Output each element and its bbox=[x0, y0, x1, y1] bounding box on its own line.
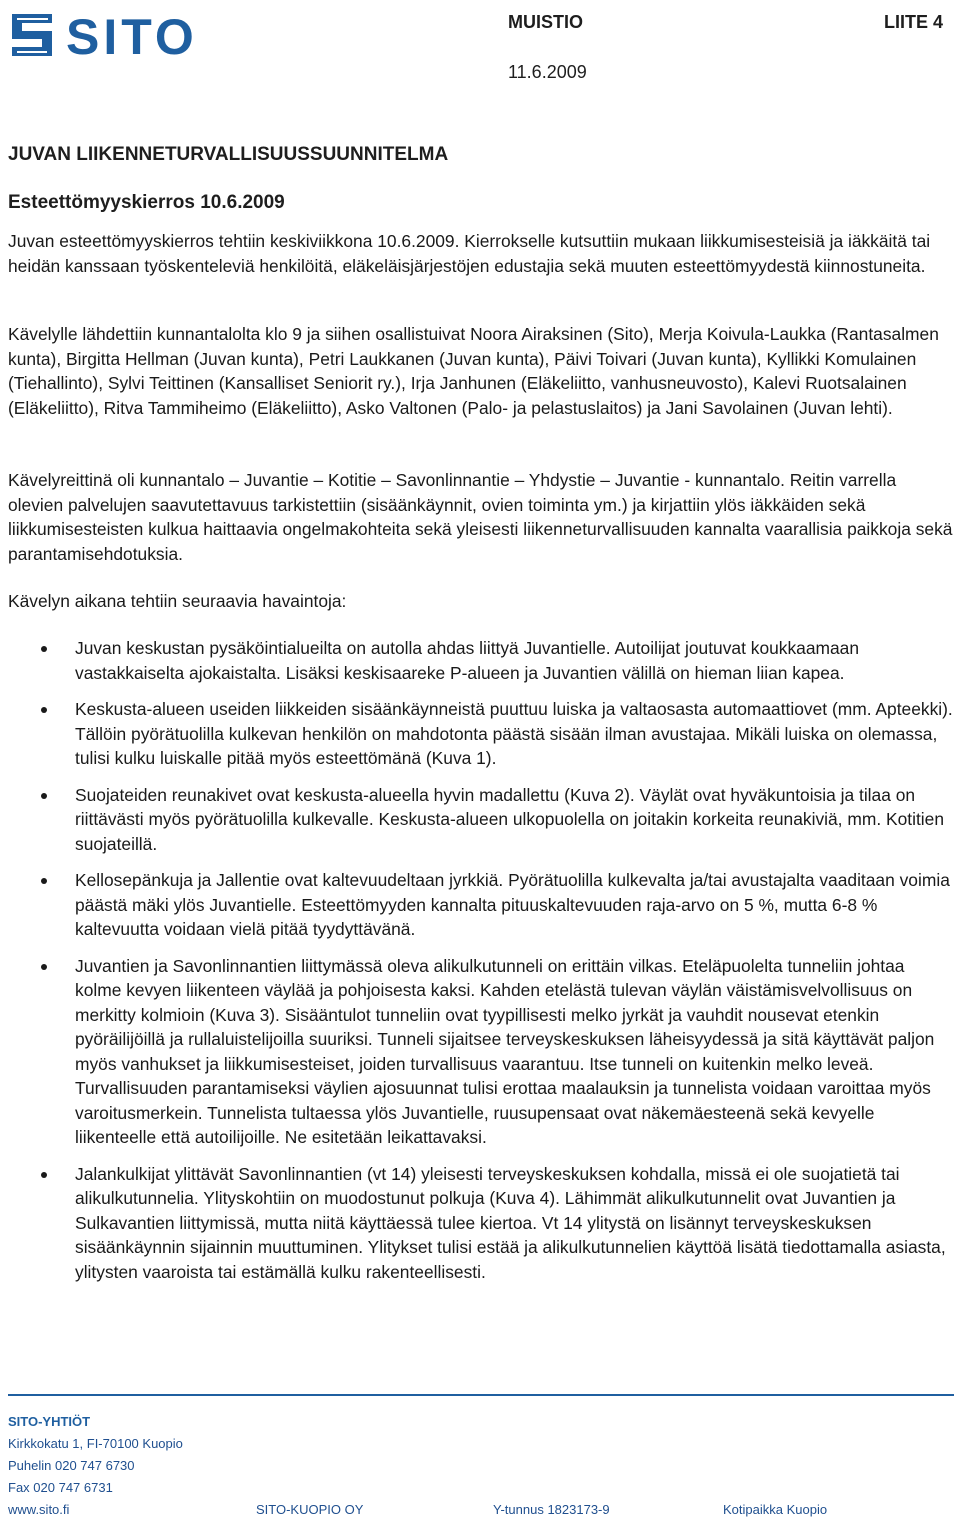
bullet-icon bbox=[41, 1172, 47, 1178]
footer-divider bbox=[8, 1394, 954, 1396]
document-subtitle: Esteettömyyskierros 10.6.2009 bbox=[8, 192, 285, 213]
observation-text: Juvan keskustan pysäköintialueilta on autolla ahdas liittyä Juvantielle. Autoilijat joutuvat koukkaamaan vastakkaiselta ajokaistalta. Lisäksi keskisaareke P-alueen ja Juvantien välillä on hieman liian kapea. bbox=[75, 638, 860, 683]
footer-phone: Puhelin 020 747 6730 bbox=[8, 1458, 135, 1473]
observation-text: Juvantien ja Savonlinnantien liittymässä oleva alikulkutunneli on erittäin vilkas. Eteläpuolelta tunneliin johtaa kolme kevyen liikenteen väylää ja pohjoisesta kaksi. Kahden etelästä tulevan väylän väistämisvelvollisuus on merkitty kolmioin (Kuva 3). Sisääntulot tunneliin ovat tyypillisesti melko jyrkät ja vauhdit nousevat etenkin pyöräilijöillä ja rullaluistelijoilla suuriksi. Tunneli sijaitsee terveyskeskuksen läheisyydessä ja sitä käyttävät paljon myös vanhukset ja liikkumisesteiset, joiden turvallisuus vaarantuu. Itse tunneli on kuitenkin melko leveä. Turvallisuuden parantamiseksi väylien ajosuunnat tulisi erottaa maalauksin ja tunnelista voidaan varoittaa myös varoitusmerkein. Tunnelista tultaessa ylös Juvantielle, ruusupensaat ovat näkemäesteenä sekä kevyelle liikenteelle että autoilijoille. Ne esitetään leikattavaksi. bbox=[75, 955, 935, 1147]
observations-list bbox=[8, 636, 954, 1296]
bullet-icon bbox=[41, 964, 47, 970]
footer-domicile: Kotipaikka Kuopio bbox=[723, 1502, 828, 1517]
footer-address: Kirkkokatu 1, FI-70100 Kuopio bbox=[8, 1436, 183, 1451]
bullet-icon bbox=[41, 646, 47, 652]
list-item bbox=[8, 783, 954, 857]
footer-business-id: Y-tunnus 1823173-9 bbox=[493, 1502, 610, 1517]
paragraph-participants: Kävelylle lähdettiin kunnantalolta klo 9 ja siihen osallistuivat Noora Airaksinen (Sito), Merja Koivula-Laukka (Rantasalmen kunta), Birgitta Hellman (Juvan kunta), Petri Laukkanen (Juvan kunta), Päivi Toivari (Juvan kunta), Kyllikki Komulainen (Tiehallinto), Sylvi Teittinen (Kansalliset Seniorit ry.), Irja Janhunen (Eläkeliitto, vanhusneuvosto), Kalevi Ruotsalainen (Eläkeliitto), Ritva Tammiheimo (Eläkeliitto), Asko Valtonen (Palo- ja pelastuslaitos) ja Jani Savolainen (Juvan lehti). bbox=[8, 324, 939, 418]
sito-logo bbox=[8, 8, 226, 62]
footer-company-oy: SITO-KUOPIO OY bbox=[256, 1502, 364, 1517]
observation-text: Kellosepänkuja ja Jallentie ovat kaltevuudeltaan jyrkkiä. Pyörätuolilla kulkevalta ja/tai avustajalta vaaditaan voimia päästä mäki ylös Juvantielle. Esteettömyyden kannalta pituuskaltevuuden raja-arvo on 5 %, mutta 6-8 % kaltevuutta voidaan vielä pitää tyydyttävänä. bbox=[75, 870, 950, 939]
bullet-icon bbox=[41, 707, 47, 713]
paragraph-observations-intro: Kävelyn aikana tehtiin seuraavia havaintoja: bbox=[8, 591, 347, 611]
footer-fax: Fax 020 747 6731 bbox=[8, 1480, 113, 1495]
observation-text: Keskusta-alueen useiden liikkeiden sisäänkäynneistä puuttuu luiska ja valtaosasta automaattiovet (mm. Apteekki). Tällöin pyörätuolilla kulkevan henkilön on mahdotonta päästä sisään ilman avustajaa. Mikäli luiska on olemassa, tulisi kulku luiskalle pitää myös esteettömänä (Kuva 1). bbox=[75, 699, 953, 768]
document-type: MUISTIO bbox=[508, 12, 583, 32]
paragraph-route: Kävelyreittinä oli kunnantalo – Juvantie – Kotitie – Savonlinnantie – Yhdystie – Juvantie - kunnantalo. Reitin varrella olevien palvelujen saavutettavuus tarkistettiin (sisäänkäynnit, ovien toiminta ym.) ja kirjattiin ylös iäkkäiden sekä liikkumisesteisten kulkua haittaavia ongelmakohteita sekä yleisesti liikenneturvallisuuden kannalta vaarallisia paikkoja sekä parantamisehdotuksia. bbox=[8, 470, 953, 564]
list-item bbox=[8, 1162, 954, 1285]
appendix-label: LIITE 4 bbox=[884, 12, 944, 32]
paragraph-intro: Juvan esteettömyyskierros tehtiin keskiviikkona 10.6.2009. Kierrokselle kutsuttiin mukaan liikkumisesteisiä ja iäkkäitä tai heidän kanssaan työskenteleviä henkilöitä, eläkeläisjärjestöjen edustajia sekä muuten esteettömyydestä kiinnostuneita. bbox=[8, 231, 931, 276]
observation-text: Suojateiden reunakivet ovat keskusta-alueella hyvin madallettu (Kuva 2). Väylät ovat hyväkuntoisia ja tilaa on riittävästi myös pyörätuolilla kulkevalle. Keskusta-alueen ulkopuolella on joitakin korkeita reunakiviä, mm. Kotitien suojateillä. bbox=[75, 784, 944, 854]
list-item bbox=[8, 636, 954, 685]
logo-text: SITO bbox=[66, 9, 198, 62]
footer-website-link[interactable]: www.sito.fi bbox=[8, 1502, 70, 1517]
list-item bbox=[8, 954, 954, 1150]
bullet-icon bbox=[41, 878, 47, 884]
footer-company: SITO-YHTIÖT bbox=[8, 1414, 91, 1429]
list-item bbox=[8, 697, 954, 771]
document-title: JUVAN LIIKENNETURVALLISUUSSUUNNITELMA bbox=[8, 144, 449, 165]
bullet-icon bbox=[41, 793, 47, 799]
list-item bbox=[8, 868, 954, 942]
document-date: 11.6.2009 bbox=[508, 62, 587, 82]
observation-text: Jalankulkijat ylittävät Savonlinnantien (vt 14) yleisesti terveyskeskuksen kohdalla, missä ei ole suojatietä tai alikulkutunnelia. Ylityskohtiin on muodostunut polkuja (Kuva 4). Lähimmät alikulkutunnelit ovat Juvantien ja Sulkavantien liittymissä, mutta niitä käyttäessä tulee kiertoa. Vt 14 ylitystä on lisännyt terveyskeskuksen sisäänkäynnin sijainnin muuttuminen. Ylitykset tulisi estää ja alikulkutunnelien käyttöä lisätä tiedottamalla asiasta, ylitysten vaaroista tai estämällä kulku rakenteellisesti. bbox=[75, 1163, 946, 1282]
